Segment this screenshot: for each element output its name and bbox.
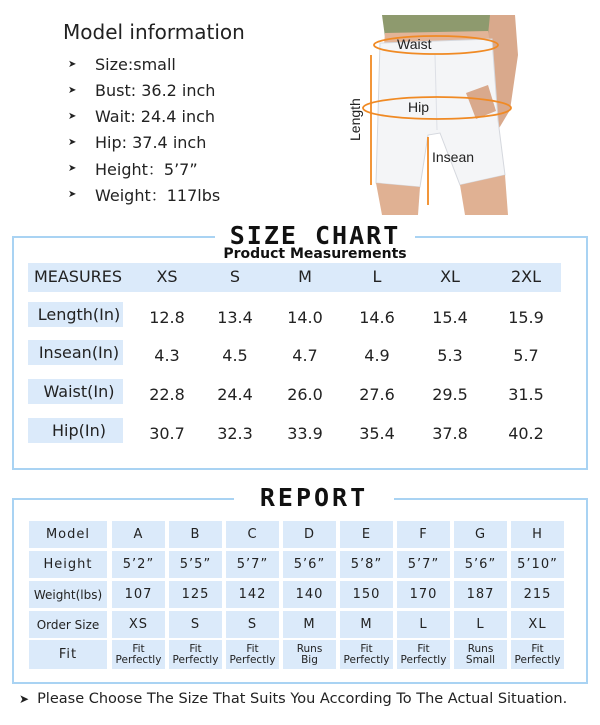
report-cell: G — [454, 521, 507, 548]
report-cell: M — [340, 611, 393, 638]
report-heading: REPORT — [234, 484, 394, 512]
report-cell: 187 — [454, 581, 507, 608]
report-cell: Fit Perfectly — [112, 640, 165, 669]
size-chart-row-label: Length(In) — [37, 305, 121, 324]
report-cell: 5’10” — [511, 551, 564, 578]
report-cell: Fit Perfectly — [511, 640, 564, 669]
report-cell: 170 — [397, 581, 450, 608]
report-cell: 5’6” — [283, 551, 336, 578]
arrow-icon: ➤ — [68, 188, 77, 200]
size-chart-cell: 13.4 — [217, 308, 253, 327]
model-info-item: ➤ Bust: 36.2 inch — [68, 80, 216, 100]
report-cell: 5’5” — [169, 551, 222, 578]
report-cell: 5’2” — [112, 551, 165, 578]
size-chart-heading: SIZE CHART — [215, 222, 415, 250]
report-cell: D — [283, 521, 336, 548]
size-chart-size-header: S — [229, 267, 241, 286]
report-row-label: Weight(lbs) — [29, 581, 107, 608]
product-photo — [340, 15, 520, 215]
size-chart-cell: 4.3 — [154, 346, 180, 365]
report-cell: Fit Perfectly — [397, 640, 450, 669]
hip-label: Hip — [408, 99, 430, 115]
arrow-icon: ➤ — [68, 110, 77, 122]
size-chart-cell: 14.6 — [359, 308, 395, 327]
size-chart-cell: 22.8 — [149, 385, 185, 404]
size-chart-cell: 4.5 — [222, 346, 248, 365]
report-cell: C — [226, 521, 279, 548]
report-cell: Fit Perfectly — [226, 640, 279, 669]
report-cell: Fit Perfectly — [340, 640, 393, 669]
report-cell: H — [511, 521, 564, 548]
size-chart-cell: 32.3 — [217, 424, 253, 443]
report-cell: 5’6” — [454, 551, 507, 578]
report-row-label: Fit — [29, 640, 107, 669]
arrow-icon: ➤ — [68, 136, 77, 148]
report-cell: 107 — [112, 581, 165, 608]
size-chart-row-label: Insean(In) — [38, 343, 120, 362]
model-info-item: ➤ Weight：117lbs — [68, 185, 221, 205]
waist-label: Waist — [397, 36, 432, 52]
report-cell: E — [340, 521, 393, 548]
size-chart-size-header: XS — [156, 267, 178, 286]
size-chart-size-header: 2XL — [510, 267, 542, 286]
report-cell: 142 — [226, 581, 279, 608]
size-chart-cell: 5.7 — [513, 346, 539, 365]
size-chart-cell: 26.0 — [287, 385, 323, 404]
report-cell: F — [397, 521, 450, 548]
size-chart-cell: 14.0 — [287, 308, 323, 327]
report-cell: S — [169, 611, 222, 638]
size-chart-cell: 24.4 — [217, 385, 253, 404]
size-chart-cell: 33.9 — [287, 424, 323, 443]
arrow-icon: ➤ — [19, 692, 30, 706]
footer-note: ➤ Please Choose The Size That Suits You According To The Actual Situation. — [19, 691, 568, 707]
arrow-icon: ➤ — [68, 162, 77, 174]
report-cell: 140 — [283, 581, 336, 608]
model-info-item: ➤ Size:small — [68, 54, 176, 74]
report-cell: L — [454, 611, 507, 638]
model-info-item: ➤ Hip: 37.4 inch — [68, 132, 207, 152]
report-cell: XL — [511, 611, 564, 638]
size-chart-header-label: MEASURES — [33, 267, 123, 286]
report-row-label: Order Size — [29, 611, 107, 638]
report-cell: L — [397, 611, 450, 638]
report-cell: 125 — [169, 581, 222, 608]
insean-label: Insean — [432, 149, 475, 165]
model-info-title: Model information — [63, 20, 245, 44]
size-chart-cell: 27.6 — [359, 385, 395, 404]
report-cell: M — [283, 611, 336, 638]
report-cell: 5’8” — [340, 551, 393, 578]
size-chart-cell: 30.7 — [149, 424, 185, 443]
report-cell: XS — [112, 611, 165, 638]
size-chart-cell: 5.3 — [437, 346, 463, 365]
size-chart-row-label: Waist(In) — [43, 382, 115, 401]
size-chart-size-header: L — [372, 267, 382, 286]
length-label: Length — [347, 98, 363, 141]
model-info-list — [68, 51, 220, 207]
size-chart-subheading: Product Measurements — [223, 246, 407, 262]
report-row-label: Model — [29, 521, 107, 548]
arrow-icon: ➤ — [68, 84, 77, 96]
size-chart-cell: 15.4 — [432, 308, 468, 327]
report-row-label: Height — [29, 551, 107, 578]
report-cell: 150 — [340, 581, 393, 608]
report-cell: B — [169, 521, 222, 548]
report-cell: A — [112, 521, 165, 548]
size-chart-cell: 4.7 — [292, 346, 318, 365]
model-info-item: ➤ Wait: 24.4 inch — [68, 106, 216, 126]
report-cell: 5’7” — [226, 551, 279, 578]
report-cell: 215 — [511, 581, 564, 608]
size-chart-cell: 35.4 — [359, 424, 395, 443]
size-chart-cell: 12.8 — [149, 308, 185, 327]
size-chart-cell: 37.8 — [432, 424, 468, 443]
model-info-item: ➤ Height：5’7” — [68, 159, 198, 179]
arrow-icon: ➤ — [68, 58, 77, 70]
size-chart-cell: 4.9 — [364, 346, 390, 365]
size-chart-size-header: XL — [440, 267, 460, 286]
report-cell: Runs Small — [454, 640, 507, 669]
report-cell: S — [226, 611, 279, 638]
size-chart-cell: 29.5 — [432, 385, 468, 404]
report-cell: 5’7” — [397, 551, 450, 578]
size-chart-cell: 31.5 — [508, 385, 544, 404]
report-cell: Runs Big — [283, 640, 336, 669]
size-chart-row-label: Hip(In) — [52, 421, 106, 440]
size-chart-cell: 40.2 — [508, 424, 544, 443]
size-chart-size-header: M — [298, 267, 312, 286]
size-chart-cell: 15.9 — [508, 308, 544, 327]
report-cell: Fit Perfectly — [169, 640, 222, 669]
